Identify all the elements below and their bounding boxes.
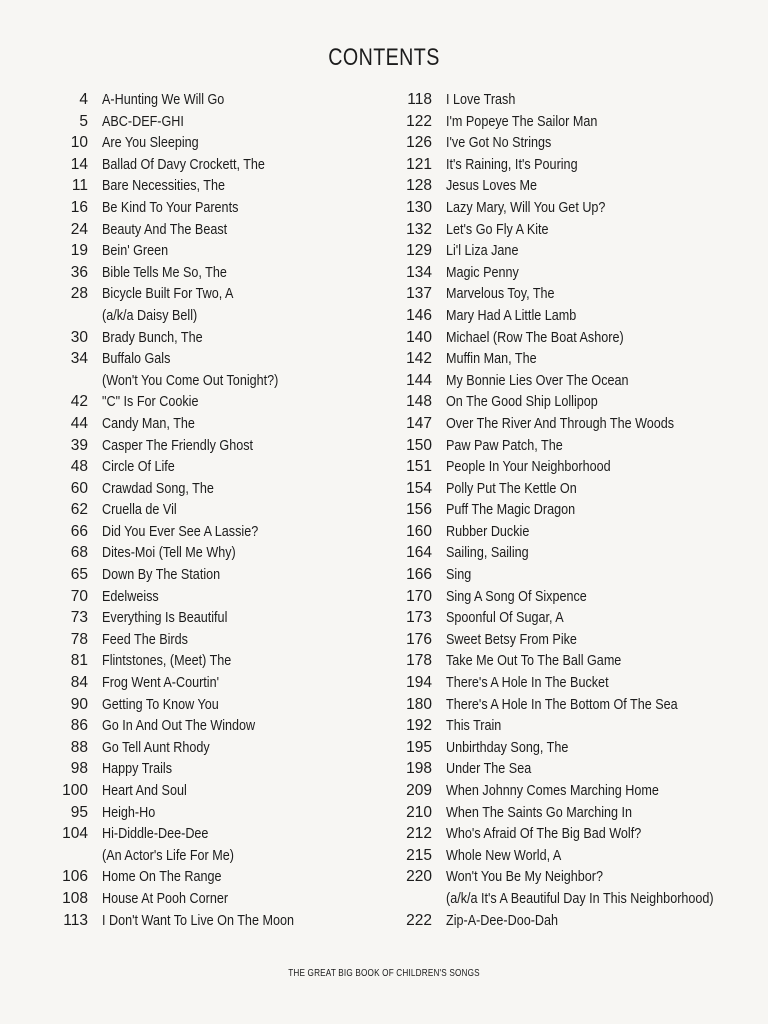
toc-song-title: Crawdad Song, The (102, 479, 214, 497)
toc-song-title: On The Good Ship Lollipop (446, 393, 598, 411)
toc-page-number: 222 (406, 911, 432, 929)
toc-page-number: 14 (70, 155, 88, 173)
toc-song-title: House At Pooh Corner (102, 889, 229, 907)
toc-entry (42, 542, 331, 564)
toc-entry (42, 586, 331, 608)
toc-entry (42, 737, 331, 759)
toc-entry (42, 758, 331, 780)
toc-page-number: 137 (406, 285, 432, 303)
toc-page-number: 140 (406, 328, 432, 346)
toc-song-title: Under The Sea (446, 760, 532, 778)
toc-song-title: Getting To Know You (102, 695, 219, 713)
toc-page-number: 178 (406, 652, 432, 670)
toc-page-number: 39 (70, 436, 88, 454)
toc-song-title: Sing A Song Of Sixpence (446, 587, 587, 605)
toc-song-title: Heigh-Ho (102, 803, 156, 821)
toc-entry (42, 240, 331, 262)
toc-page-number: 164 (406, 544, 432, 562)
toc-song-title: Circle Of Life (102, 458, 175, 476)
toc-song-title: Buffalo Gals (102, 350, 171, 368)
toc-page-number: 10 (70, 134, 88, 152)
toc-song-title: Sailing, Sailing (446, 544, 529, 562)
toc-entry (42, 175, 331, 197)
toc-entry (42, 283, 331, 305)
toc-page-number: 130 (406, 198, 432, 216)
page-title: CONTENTS (328, 44, 440, 71)
toc-entry (386, 348, 765, 370)
toc-page-number: 30 (70, 328, 88, 346)
toc-entry (42, 219, 331, 241)
toc-song-title: Magic Penny (446, 263, 519, 281)
toc-page-number: 66 (70, 522, 88, 540)
toc-entry (386, 111, 765, 133)
toc-page-number: 210 (406, 803, 432, 821)
toc-page-number: 19 (70, 242, 88, 260)
toc-entry (386, 715, 765, 737)
toc-song-title: Over The River And Through The Woods (446, 414, 675, 432)
toc-page-number: 44 (70, 414, 88, 432)
toc-page-number: 220 (406, 868, 432, 886)
toc-entry (42, 499, 331, 521)
toc-song-title: Spoonful Of Sugar, A (446, 609, 564, 627)
toc-page-number: 215 (406, 846, 432, 864)
toc-page-number: 146 (406, 306, 432, 324)
toc-song-title: When The Saints Go Marching In (446, 803, 633, 821)
toc-entry (386, 564, 765, 586)
toc-song-title: I'm Popeye The Sailor Man (446, 112, 598, 130)
toc-page-number: 192 (406, 717, 432, 735)
toc-entry (42, 478, 331, 500)
toc-entry (42, 694, 331, 716)
toc-entry (42, 435, 331, 457)
toc-entry (42, 780, 331, 802)
toc-song-title: Heart And Soul (102, 782, 187, 799)
toc-song-title: Lazy Mary, Will You Get Up? (446, 198, 606, 216)
toc-song-title: A-Hunting We Will Go (102, 91, 225, 108)
toc-entry (386, 694, 765, 716)
toc-page-number: 68 (70, 544, 88, 562)
toc-page-number: 212 (406, 825, 432, 843)
toc-page-number: 122 (406, 112, 432, 130)
toc-entry (386, 262, 765, 284)
toc-song-title: Li'l Liza Jane (446, 242, 519, 260)
toc-entry (386, 521, 765, 543)
toc-page-number: 147 (406, 414, 432, 432)
toc-entry (386, 89, 765, 111)
toc-song-title: It's Raining, It's Pouring (446, 155, 578, 173)
toc-entry (42, 629, 331, 651)
toc-entry (386, 910, 765, 932)
toc-song-title: Who's Afraid Of The Big Bad Wolf? (446, 825, 642, 843)
toc-entry (42, 348, 331, 370)
toc-song-title: There's A Hole In The Bottom Of The Sea (446, 695, 678, 713)
toc-song-title: Did You Ever See A Lassie? (102, 522, 259, 540)
toc-entry (386, 866, 765, 888)
toc-song-title: Brady Bunch, The (102, 328, 203, 346)
toc-page-number: 60 (70, 479, 88, 497)
toc-song-title: Be Kind To Your Parents (102, 198, 239, 216)
toc-page-number: 148 (406, 393, 432, 411)
toc-song-title: Edelweiss (102, 587, 159, 605)
toc-song-title: Mary Had A Little Lamb (446, 306, 577, 324)
toc-song-title: Muffin Man, The (446, 350, 537, 368)
toc-song-title: I've Got No Strings (446, 134, 552, 152)
toc-page-number: 173 (406, 609, 432, 627)
toc-song-title: Bein' Green (102, 242, 169, 260)
toc-entry (386, 823, 765, 845)
toc-song-title: Everything Is Beautiful (102, 609, 228, 627)
toc-entry (386, 542, 765, 564)
toc-page-number: 129 (406, 242, 432, 260)
toc-song-title: Sing (446, 566, 472, 584)
toc-page-number: 4 (79, 91, 88, 108)
toc-page-number: 28 (70, 285, 88, 303)
toc-entry (42, 456, 331, 478)
toc-entry (386, 240, 765, 262)
toc-page-number: 84 (70, 674, 88, 692)
toc-song-title: Ballad Of Davy Crockett, The (102, 155, 265, 173)
toc-entry (386, 327, 765, 349)
toc-page-number: 16 (70, 198, 88, 216)
toc-song-title: Bare Necessities, The (102, 177, 226, 195)
toc-page-number: 194 (406, 674, 432, 692)
toc-song-title: Rubber Duckie (446, 522, 530, 540)
toc-entry (386, 132, 765, 154)
toc-page-number: 24 (70, 220, 88, 238)
toc-song-title: Hi-Diddle-Dee-Dee (102, 825, 209, 843)
toc-song-title: Puff The Magic Dragon (446, 501, 576, 519)
toc-entry (42, 521, 331, 543)
toc-page-number: 132 (406, 220, 432, 238)
toc-page-number: 90 (70, 695, 88, 713)
toc-entry (42, 823, 331, 845)
toc-song-title: (a/k/a Daisy Bell) (102, 306, 198, 324)
toc-song-title: Paw Paw Patch, The (446, 436, 563, 454)
toc-entry (42, 413, 331, 435)
toc-page-number: 195 (406, 738, 432, 756)
page-footer: THE GREAT BIG BOOK OF CHILDREN'S SONGS (288, 968, 480, 979)
toc-song-title: Go Tell Aunt Rhody (102, 738, 210, 756)
toc-song-title: Feed The Birds (102, 630, 188, 648)
toc-page-number: 78 (70, 630, 88, 648)
toc-page-number: 104 (62, 825, 88, 843)
toc-song-title: I Love Trash (446, 91, 516, 108)
toc-page-number: 118 (407, 91, 432, 108)
toc-entry (42, 715, 331, 737)
toc-entry (42, 672, 331, 694)
toc-page-number: 88 (70, 738, 88, 756)
toc-song-title: Go In And Out The Window (102, 717, 256, 735)
toc-song-title: When Johnny Comes Marching Home (446, 782, 659, 799)
toc-page-number: 154 (406, 479, 432, 497)
toc-song-title: Whole New World, A (446, 846, 562, 864)
toc-entry (386, 391, 765, 413)
toc-entry (386, 283, 765, 305)
toc-entry (42, 197, 331, 219)
toc-entry (386, 737, 765, 759)
toc-song-title: (a/k/a It's A Beautiful Day In This Neighborhood) (446, 889, 714, 907)
contents-column-right (386, 89, 765, 931)
toc-page-number: 121 (406, 155, 432, 173)
toc-entry (386, 586, 765, 608)
toc-entry (386, 197, 765, 219)
toc-song-title: I Don't Want To Live On The Moon (102, 911, 294, 929)
toc-song-title: Let's Go Fly A Kite (446, 220, 549, 238)
toc-entry (386, 650, 765, 672)
toc-song-title: Marvelous Toy, The (446, 285, 555, 303)
toc-page-number: 142 (406, 350, 432, 368)
toc-entry (42, 607, 331, 629)
toc-entry (386, 175, 765, 197)
toc-page-number: 180 (406, 695, 432, 713)
toc-song-title: Frog Went A-Courtin' (102, 674, 220, 692)
toc-song-title: Happy Trails (102, 760, 173, 778)
toc-entry (42, 650, 331, 672)
toc-entry (386, 499, 765, 521)
toc-entry (42, 262, 331, 284)
toc-page-number: 70 (70, 587, 88, 605)
toc-entry (42, 327, 331, 349)
toc-entry (386, 219, 765, 241)
toc-song-title: Down By The Station (102, 566, 221, 584)
toc-page-number: 128 (406, 177, 432, 195)
toc-page-number: 108 (62, 889, 88, 907)
toc-entry (386, 456, 765, 478)
toc-song-title: Zip-A-Dee-Doo-Dah (446, 911, 559, 929)
toc-song-title: ABC-DEF-GHI (102, 112, 184, 130)
toc-entry (42, 564, 331, 586)
toc-page-number: 150 (406, 436, 432, 454)
toc-song-title: Michael (Row The Boat Ashore) (446, 328, 624, 346)
toc-entry (42, 132, 331, 154)
toc-page-number: 36 (70, 263, 88, 281)
toc-song-title: Unbirthday Song, The (446, 738, 569, 756)
toc-page-number: 34 (70, 350, 88, 368)
toc-entry (386, 370, 765, 392)
toc-entry (386, 435, 765, 457)
toc-entry (386, 845, 765, 867)
toc-song-title: Bible Tells Me So, The (102, 263, 227, 281)
toc-page-number: 11 (71, 177, 88, 195)
toc-entry-continuation (42, 845, 331, 867)
toc-page-number: 151 (406, 458, 432, 476)
toc-entry (386, 758, 765, 780)
toc-song-title: Beauty And The Beast (102, 220, 228, 238)
toc-song-title: Are You Sleeping (102, 134, 199, 152)
toc-page-number: 73 (70, 609, 88, 627)
toc-entry (386, 413, 765, 435)
toc-page-number: 134 (406, 263, 432, 281)
toc-page-number: 62 (70, 501, 88, 519)
toc-song-title: Cruella de Vil (102, 501, 177, 519)
toc-entry (386, 672, 765, 694)
toc-entry (386, 607, 765, 629)
toc-entry (42, 111, 331, 133)
toc-page-number: 95 (70, 803, 88, 821)
toc-page-number: 100 (62, 782, 88, 799)
toc-song-title: (Won't You Come Out Tonight?) (102, 371, 279, 389)
toc-song-title: Dites-Moi (Tell Me Why) (102, 544, 236, 562)
toc-entry (42, 910, 331, 932)
toc-entry (386, 629, 765, 651)
toc-song-title: People In Your Neighborhood (446, 458, 611, 476)
toc-entry (42, 391, 331, 413)
toc-page-number: 170 (406, 587, 432, 605)
toc-song-title: Take Me Out To The Ball Game (446, 652, 622, 670)
toc-entry (386, 478, 765, 500)
toc-entry-continuation (386, 888, 765, 910)
toc-song-title: My Bonnie Lies Over The Ocean (446, 371, 629, 389)
toc-page-number: 209 (406, 782, 432, 799)
toc-song-title: There's A Hole In The Bucket (446, 674, 609, 692)
toc-page-number: 176 (406, 630, 432, 648)
toc-song-title: Home On The Range (102, 868, 222, 886)
toc-page-number: 144 (406, 371, 432, 389)
toc-page-number: 106 (62, 868, 88, 886)
toc-page-number: 126 (406, 134, 432, 152)
toc-song-title: "C" Is For Cookie (102, 393, 199, 411)
toc-page-number: 65 (70, 566, 88, 584)
toc-song-title: Flintstones, (Meet) The (102, 652, 232, 670)
toc-entry (42, 888, 331, 910)
toc-song-title: Sweet Betsy From Pike (446, 630, 577, 648)
toc-song-title: Polly Put The Kettle On (446, 479, 577, 497)
toc-song-title: Candy Man, The (102, 414, 195, 432)
toc-page-number: 48 (70, 458, 88, 476)
toc-entry-continuation (42, 370, 331, 392)
toc-song-title: Bicycle Built For Two, A (102, 285, 234, 303)
toc-page-number: 42 (70, 393, 88, 411)
toc-page-number: 160 (406, 522, 432, 540)
toc-song-title: Casper The Friendly Ghost (102, 436, 254, 454)
toc-entry (42, 802, 331, 824)
toc-song-title: Jesus Loves Me (446, 177, 538, 195)
toc-entry (386, 802, 765, 824)
toc-page-number: 156 (406, 501, 432, 519)
toc-entry (42, 154, 331, 176)
toc-page-number: 113 (63, 911, 88, 929)
toc-entry (386, 305, 765, 327)
toc-entry (386, 154, 765, 176)
toc-song-title: (An Actor's Life For Me) (102, 846, 234, 864)
toc-page-number: 81 (70, 652, 88, 670)
toc-entry (42, 89, 331, 111)
toc-entry (386, 780, 765, 802)
toc-page-number: 166 (406, 566, 432, 584)
toc-song-title: This Train (446, 717, 502, 735)
toc-entry (42, 866, 331, 888)
toc-page-number: 198 (406, 760, 432, 778)
toc-page-number: 5 (79, 112, 88, 130)
toc-entry-continuation (42, 305, 331, 327)
toc-page-number: 98 (70, 760, 88, 778)
toc-page-number: 86 (70, 717, 88, 735)
toc-song-title: Won't You Be My Neighbor? (446, 868, 603, 886)
contents-column-left (42, 89, 331, 931)
